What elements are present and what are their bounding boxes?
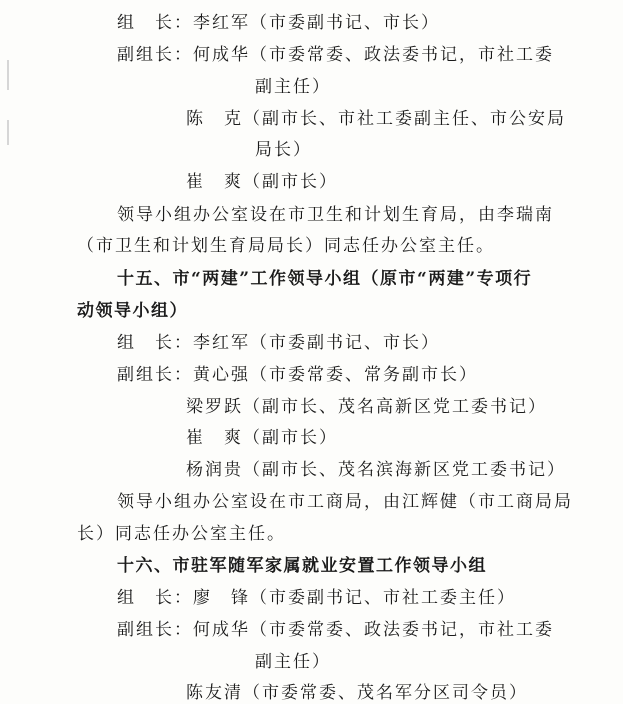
text-line: 副组长：黄心强（市委常委、常务副市长）: [117, 365, 478, 385]
paragraph-line: 领导小组办公室设在市工商局，由江辉健（市工商局局: [117, 492, 573, 512]
text-line: 副主任）: [255, 77, 331, 97]
text-line: 崔 爽（副市长）: [186, 172, 338, 192]
text-line: 组 长：李红军（市委副书记、市长）: [117, 13, 440, 33]
text-line: 副主任）: [255, 652, 331, 672]
text-line: 崔 爽（副市长）: [186, 428, 338, 448]
section-heading: 十五、市“两建”工作领导小组（原市“两建”专项行: [117, 269, 533, 289]
scan-edge-mark: [7, 120, 9, 145]
text-line: 局长）: [255, 140, 312, 160]
paragraph-line: （市卫生和计划生育局局长）同志任办公室主任。: [77, 236, 495, 256]
text-line: 组 长：李红军（市委副书记、市长）: [117, 333, 440, 353]
text-line: 梁罗跃（副市长、茂名高新区党工委书记）: [186, 397, 547, 417]
section-heading: 动领导小组）: [77, 301, 188, 321]
paragraph-line: 领导小组办公室设在市卫生和计划生育局，由李瑞南: [117, 205, 554, 225]
section-heading: 十六、市驻军随军家属就业安置工作领导小组: [117, 556, 487, 576]
text-line: 副组长：何成华（市委常委、政法委书记，市社工委: [117, 620, 554, 640]
text-line: 陈友清（市委常委、茂名军分区司令员）: [186, 683, 528, 703]
text-line: 杨润贵（副市长、茂名滨海新区党工委书记）: [186, 460, 566, 480]
scan-edge-mark: [7, 60, 9, 90]
text-line: 陈 克（副市长、市社工委副主任、市公安局: [186, 109, 566, 129]
text-line: 组 长：廖 锋（市委副书记、市社工委主任）: [117, 588, 516, 608]
paragraph-line: 长）同志任办公室主任。: [77, 524, 286, 544]
text-line: 副组长：何成华（市委常委、政法委书记，市社工委: [117, 45, 554, 65]
